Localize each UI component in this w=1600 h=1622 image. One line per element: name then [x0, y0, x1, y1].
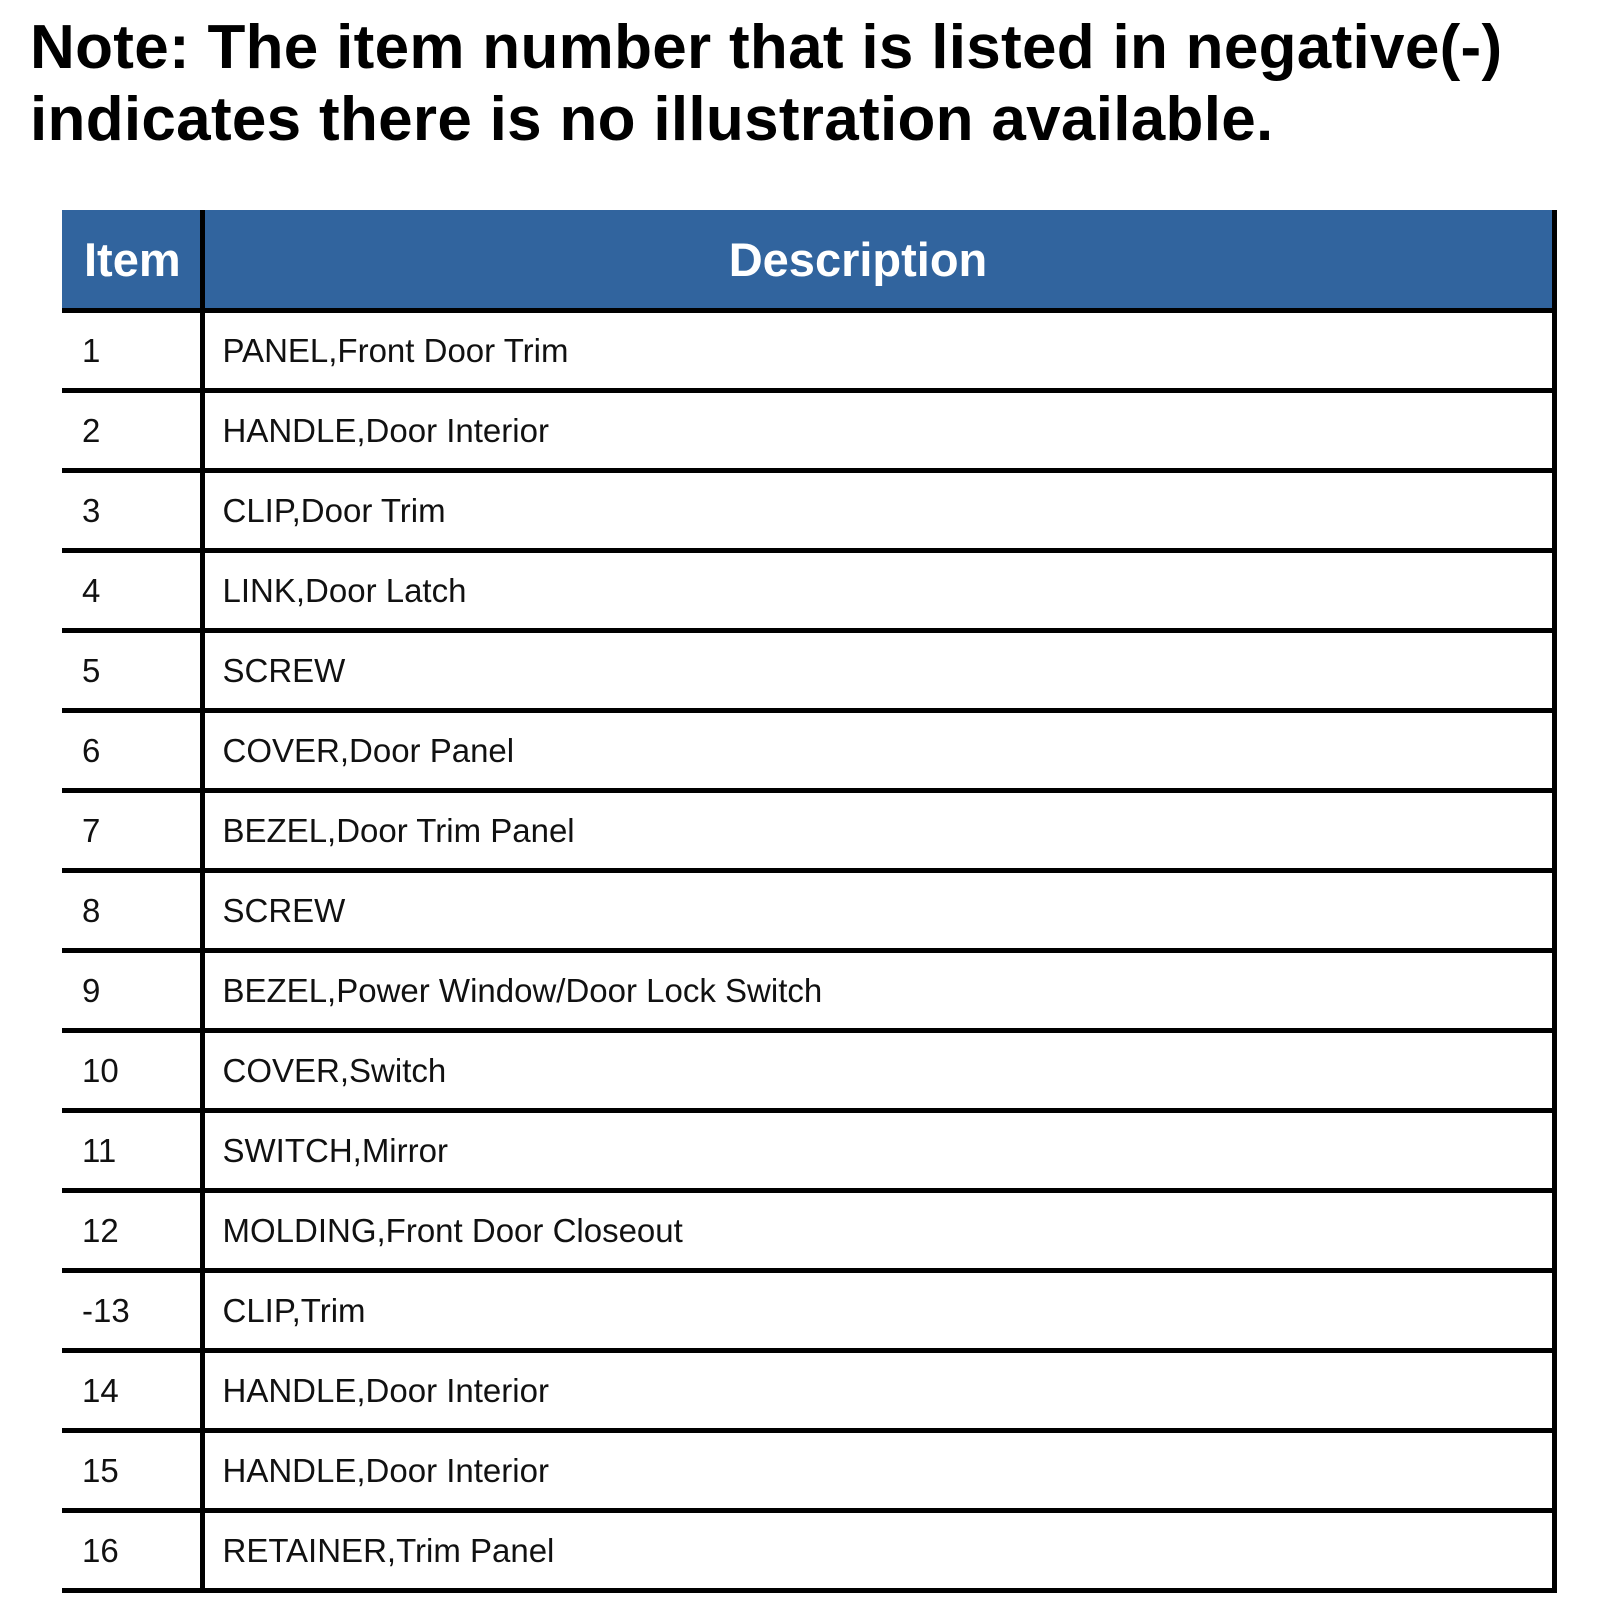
item-number: 3 [62, 471, 202, 551]
item-number: 9 [62, 951, 202, 1031]
table-row [62, 1031, 1554, 1111]
item-number: 10 [62, 1031, 202, 1111]
table-row [62, 551, 1554, 631]
item-description: LINK,Door Latch [202, 551, 1554, 631]
item-number: 14 [62, 1351, 202, 1431]
item-number: 8 [62, 871, 202, 951]
item-number: -13 [62, 1271, 202, 1351]
item-description: CLIP,Trim [202, 1271, 1554, 1351]
item-description: COVER,Switch [202, 1031, 1554, 1111]
table-row [62, 471, 1554, 551]
item-description: CLIP,Door Trim [202, 471, 1554, 551]
header-item: Item [62, 210, 202, 311]
item-description: COVER,Door Panel [202, 711, 1554, 791]
table-row [62, 1511, 1554, 1591]
table-row [62, 391, 1554, 471]
table-row [62, 311, 1554, 391]
table-row [62, 871, 1554, 951]
item-number: 6 [62, 711, 202, 791]
header-row [62, 210, 1554, 311]
table-body [62, 311, 1554, 1591]
item-description: SWITCH,Mirror [202, 1111, 1554, 1191]
table-row [62, 1271, 1554, 1351]
item-description: MOLDING,Front Door Closeout [202, 1191, 1554, 1271]
table-row [62, 1111, 1554, 1191]
item-number: 4 [62, 551, 202, 631]
item-description: HANDLE,Door Interior [202, 1351, 1554, 1431]
item-description: HANDLE,Door Interior [202, 391, 1554, 471]
item-description: BEZEL,Door Trim Panel [202, 791, 1554, 871]
table-row [62, 1351, 1554, 1431]
item-description: PANEL,Front Door Trim [202, 311, 1554, 391]
item-description: SCREW [202, 871, 1554, 951]
table-row [62, 951, 1554, 1031]
item-description: RETAINER,Trim Panel [202, 1511, 1554, 1591]
item-description: BEZEL,Power Window/Door Lock Switch [202, 951, 1554, 1031]
item-description: HANDLE,Door Interior [202, 1431, 1554, 1511]
note-line-2: indicates there is no illustration available. [30, 85, 1274, 154]
table-row [62, 631, 1554, 711]
note-heading [30, 12, 1590, 156]
item-number: 15 [62, 1431, 202, 1511]
item-number: 11 [62, 1111, 202, 1191]
header-description: Description [202, 210, 1554, 311]
item-number: 2 [62, 391, 202, 471]
table-header [62, 210, 1554, 311]
note-line-1: Note: The item number that is listed in negative(-) [30, 13, 1503, 82]
item-number: 12 [62, 1191, 202, 1271]
item-number: 1 [62, 311, 202, 391]
table-row [62, 1431, 1554, 1511]
table-row [62, 791, 1554, 871]
item-number: 5 [62, 631, 202, 711]
parts-table [62, 210, 1557, 1593]
item-number: 16 [62, 1511, 202, 1591]
item-number: 7 [62, 791, 202, 871]
item-description: SCREW [202, 631, 1554, 711]
table-row [62, 711, 1554, 791]
table-row [62, 1191, 1554, 1271]
